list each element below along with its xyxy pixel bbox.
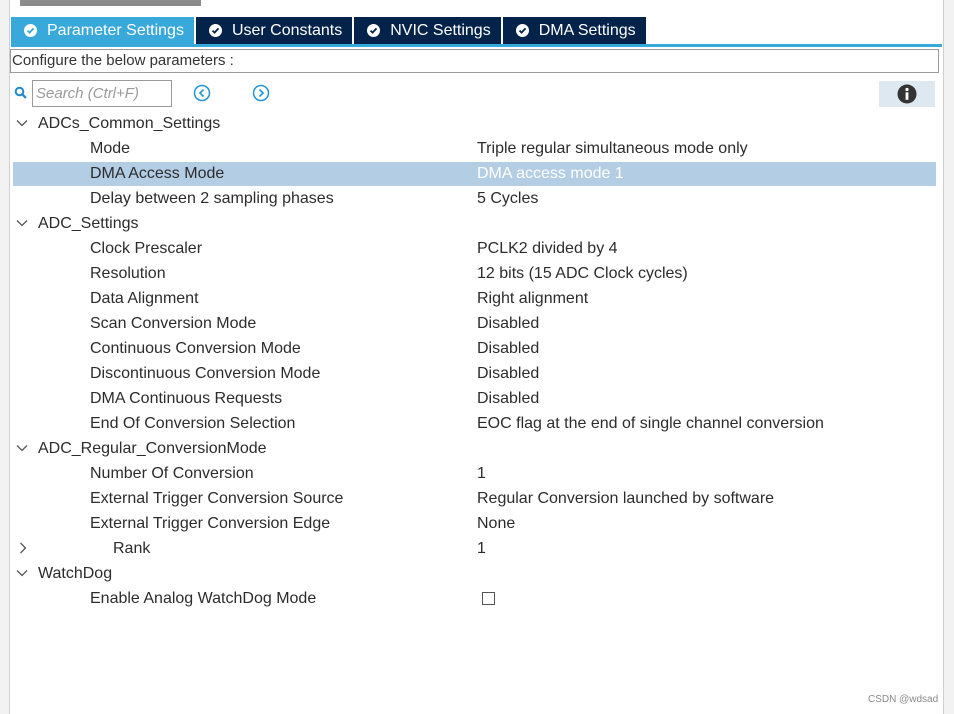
check-circle-icon — [209, 24, 222, 37]
search-icon — [14, 86, 28, 100]
param-value[interactable]: Disabled — [477, 315, 540, 332]
param-row-number-of-conversion[interactable] — [0, 462, 954, 487]
tab-label: User Constants — [231, 21, 343, 39]
param-row-continuous-conversion[interactable] — [0, 337, 954, 362]
param-value[interactable]: 5 Cycles — [477, 190, 539, 207]
top-panel-stub — [20, 0, 201, 6]
param-value[interactable]: 1 — [477, 540, 486, 557]
chevron-right-icon[interactable] — [19, 542, 27, 554]
param-row-mode[interactable] — [0, 137, 954, 162]
param-value[interactable]: Disabled — [477, 340, 540, 357]
check-circle-icon — [24, 24, 37, 37]
param-row-trigger-edge[interactable] — [0, 512, 954, 537]
param-row-delay[interactable] — [0, 187, 954, 212]
tab-nvic-settings[interactable] — [354, 17, 500, 44]
param-label: DMA Access Mode — [90, 165, 225, 182]
param-label: Resolution — [90, 265, 166, 282]
param-label: Number Of Conversion — [90, 465, 254, 482]
search-input[interactable] — [32, 80, 172, 107]
param-label: Scan Conversion Mode — [90, 315, 257, 332]
config-label: Configure the below parameters : — [10, 49, 939, 73]
check-circle-icon — [367, 24, 380, 37]
param-label: External Trigger Conversion Source — [90, 490, 344, 507]
param-label: Discontinuous Conversion Mode — [90, 365, 321, 382]
group-adc-regular-conversionmode[interactable] — [0, 437, 954, 462]
param-row-scan-conversion[interactable] — [0, 312, 954, 337]
chevron-right-circle-icon[interactable] — [252, 84, 270, 102]
param-label: External Trigger Conversion Edge — [90, 515, 331, 532]
param-value[interactable]: Disabled — [477, 365, 540, 382]
param-row-end-of-conversion[interactable] — [0, 412, 954, 437]
param-label: DMA Continuous Requests — [90, 390, 283, 407]
param-value[interactable]: Right alignment — [477, 290, 589, 307]
check-circle-icon — [516, 24, 529, 37]
param-label: Delay between 2 sampling phases — [90, 190, 334, 207]
param-row-dma-access-mode[interactable] — [0, 162, 954, 187]
group-title: WatchDog — [38, 565, 113, 582]
tab-parameter-settings[interactable] — [11, 17, 194, 44]
param-label: Data Alignment — [90, 290, 199, 307]
watermark: CSDN @wdsad — [868, 694, 939, 705]
group-title: ADC_Regular_ConversionMode — [38, 440, 267, 457]
chevron-left-circle-icon[interactable] — [193, 84, 211, 102]
param-label: Continuous Conversion Mode — [90, 340, 301, 357]
param-row-trigger-source[interactable] — [0, 487, 954, 512]
group-title: ADC_Settings — [38, 215, 139, 232]
group-adcs-common-settings[interactable] — [0, 112, 954, 137]
param-row-data-alignment[interactable] — [0, 287, 954, 312]
param-value[interactable]: EOC flag at the end of single channel conversion — [477, 415, 824, 432]
param-row-enable-watchdog[interactable] — [0, 587, 954, 612]
chevron-down-icon[interactable] — [16, 119, 28, 127]
tab-underline — [11, 44, 942, 47]
param-value[interactable]: Disabled — [477, 390, 540, 407]
tab-bar — [11, 17, 648, 44]
param-row-dma-continuous-requests[interactable] — [0, 387, 954, 412]
group-adc-settings[interactable] — [0, 212, 954, 237]
param-row-discontinuous-conversion[interactable] — [0, 362, 954, 387]
param-label: Enable Analog WatchDog Mode — [90, 590, 317, 607]
chevron-down-icon[interactable] — [16, 219, 28, 227]
enable-watchdog-checkbox[interactable] — [482, 592, 495, 605]
param-label: Rank — [113, 540, 151, 557]
group-watchdog[interactable] — [0, 562, 954, 587]
tab-label: Parameter Settings — [47, 21, 184, 39]
tab-label: DMA Settings — [538, 21, 636, 39]
param-value[interactable]: 1 — [477, 465, 486, 482]
param-value[interactable]: None — [477, 515, 516, 532]
param-value[interactable]: Triple regular simultaneous mode only — [477, 140, 748, 157]
info-icon — [897, 84, 917, 104]
tab-user-constants[interactable] — [196, 17, 352, 44]
param-value[interactable]: Regular Conversion launched by software — [477, 490, 775, 507]
tab-dma-settings[interactable] — [503, 17, 646, 44]
chevron-down-icon[interactable] — [16, 444, 28, 452]
group-title: ADCs_Common_Settings — [38, 115, 221, 132]
param-row-clock-prescaler[interactable] — [0, 237, 954, 262]
param-label: Mode — [90, 140, 131, 157]
param-value[interactable]: PCLK2 divided by 4 — [477, 240, 618, 257]
info-button[interactable] — [879, 81, 935, 107]
tab-label: NVIC Settings — [390, 21, 491, 39]
param-label: Clock Prescaler — [90, 240, 203, 257]
param-row-rank[interactable] — [0, 537, 954, 562]
param-value[interactable]: 12 bits (15 ADC Clock cycles) — [477, 265, 688, 282]
param-row-resolution[interactable] — [0, 262, 954, 287]
param-label: End Of Conversion Selection — [90, 415, 296, 432]
chevron-down-icon[interactable] — [16, 569, 28, 577]
param-value[interactable]: DMA access mode 1 — [477, 165, 624, 182]
